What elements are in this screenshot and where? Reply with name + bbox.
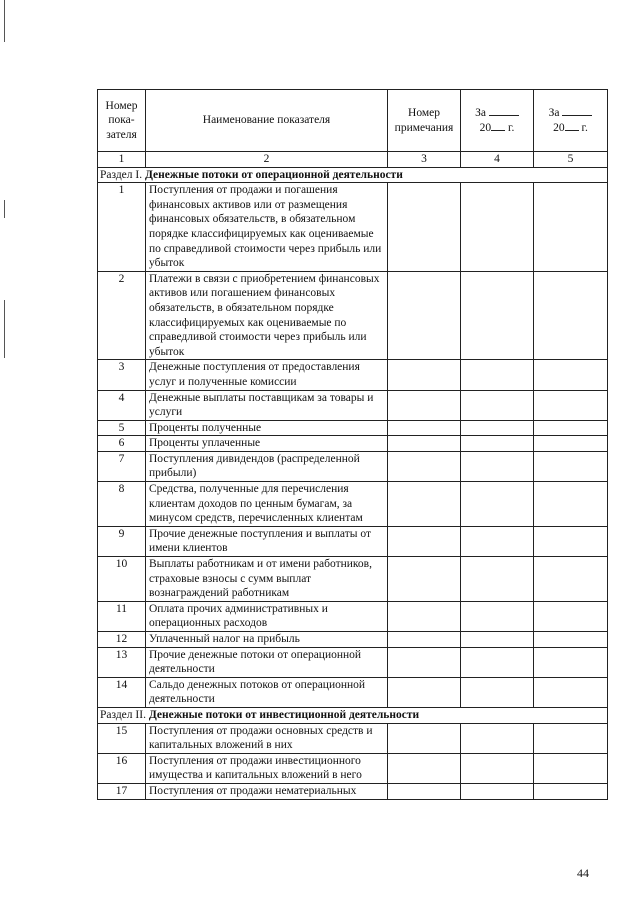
indicator-number: 4 [98, 390, 146, 420]
indicator-name: Проценты полученные [146, 420, 388, 436]
note-cell [388, 557, 461, 602]
period-1-year: 20 [479, 121, 492, 134]
note-cell [388, 783, 461, 799]
indicator-number: 17 [98, 783, 146, 799]
period-1-cell [461, 271, 534, 360]
period-2-cell [534, 783, 608, 799]
header-period-2 [534, 90, 608, 152]
period-2-cell [534, 271, 608, 360]
scan-artifact-line [4, 0, 5, 42]
period-1-suffix: г. [508, 121, 515, 134]
period-1-cell [461, 526, 534, 556]
indicator-name: Прочие денежные потоки от операционной деятельности [146, 647, 388, 677]
indicator-number: 16 [98, 753, 146, 783]
page-number: 44 [577, 866, 589, 880]
indicator-number: 3 [98, 360, 146, 390]
note-cell [388, 677, 461, 707]
scan-artifact-line [4, 200, 5, 218]
period-1-cell [461, 436, 534, 452]
header-period-1 [461, 90, 534, 152]
period-2-cell [534, 436, 608, 452]
table-row [98, 677, 608, 707]
period-2-cell [534, 723, 608, 753]
column-number: 5 [534, 152, 608, 168]
indicator-name: Поступления дивидендов (распределенной прибыли) [146, 451, 388, 481]
table-row [98, 183, 608, 272]
indicator-name: Поступления от продажи нематериальных [146, 783, 388, 799]
column-number: 2 [146, 152, 388, 168]
period-2-cell [534, 526, 608, 556]
period-2-cell [534, 632, 608, 648]
period-1-cell [461, 647, 534, 677]
period-2-cell [534, 753, 608, 783]
table-row [98, 526, 608, 556]
table-row [98, 723, 608, 753]
indicator-name: Поступления от продажи основных средств и капитальных вложений в них [146, 723, 388, 753]
table-row [98, 390, 608, 420]
column-number-row [98, 152, 608, 168]
indicator-name: Средства, полученные для перечисления клиентам доходов по ценным бумагам, за минусом средств, перечисленных клиентам [146, 482, 388, 527]
note-cell [388, 526, 461, 556]
header-row [98, 90, 608, 152]
indicator-name: Уплаченный налог на прибыль [146, 632, 388, 648]
period-1-cell [461, 557, 534, 602]
section-prefix: Раздел I. [100, 168, 143, 181]
section-header-operating [98, 167, 608, 183]
indicator-name: Платежи в связи с приобретением финансовых активов или погашением финансовых обязательств, в обязательном порядке классифицируемых как оцениваемые по справедливой стоимости через прибыль или убыток [146, 271, 388, 360]
period-1-label: За [475, 106, 486, 119]
period-2-cell [534, 183, 608, 272]
table-row [98, 420, 608, 436]
indicator-name: Денежные выплаты поставщикам за товары и услуги [146, 390, 388, 420]
indicator-number: 15 [98, 723, 146, 753]
column-number: 3 [388, 152, 461, 168]
column-number: 1 [98, 152, 146, 168]
period-2-year: 20 [553, 121, 565, 134]
indicator-number: 14 [98, 677, 146, 707]
note-cell [388, 183, 461, 272]
table-row [98, 601, 608, 631]
note-cell [388, 436, 461, 452]
table-row [98, 783, 608, 799]
indicator-number: 5 [98, 420, 146, 436]
indicator-number: 2 [98, 271, 146, 360]
table-row [98, 557, 608, 602]
period-2-cell [534, 420, 608, 436]
note-cell [388, 451, 461, 481]
table-row [98, 436, 608, 452]
period-1-cell [461, 451, 534, 481]
table-row [98, 647, 608, 677]
indicator-number: 12 [98, 632, 146, 648]
section-prefix: Раздел II. [100, 708, 146, 721]
period-2-cell [534, 390, 608, 420]
table-row [98, 753, 608, 783]
note-cell [388, 647, 461, 677]
table-row [98, 271, 608, 360]
period-2-suffix: г. [581, 121, 588, 134]
note-cell [388, 632, 461, 648]
period-1-cell [461, 632, 534, 648]
indicator-name: Денежные поступления от предоставления услуг и полученные комиссии [146, 360, 388, 390]
table-row [98, 360, 608, 390]
section-title: Денежные потоки от инвестиционной деятельности [148, 708, 420, 721]
section-header-investing [98, 707, 608, 723]
note-cell [388, 420, 461, 436]
note-cell [388, 390, 461, 420]
indicator-number: 6 [98, 436, 146, 452]
indicator-name: Оплата прочих административных и операционных расходов [146, 601, 388, 631]
note-cell [388, 723, 461, 753]
header-indicator-name: Наименование показателя [146, 90, 388, 152]
period-2-cell [534, 360, 608, 390]
table-row [98, 482, 608, 527]
period-2-cell [534, 677, 608, 707]
period-1-cell [461, 723, 534, 753]
period-1-cell [461, 677, 534, 707]
indicator-number: 11 [98, 601, 146, 631]
note-cell [388, 753, 461, 783]
cash-flow-table [97, 89, 608, 800]
period-2-label: За [548, 106, 560, 119]
period-2-cell [534, 451, 608, 481]
period-2-cell [534, 482, 608, 527]
period-1-cell [461, 601, 534, 631]
section-title: Денежные потоки от операционной деятельности [144, 168, 403, 181]
indicator-name: Поступления от продажи инвестиционного имущества и капитальных вложений в него [146, 753, 388, 783]
period-2-cell [534, 601, 608, 631]
indicator-number: 7 [98, 451, 146, 481]
indicator-name: Проценты уплаченные [146, 436, 388, 452]
indicator-number: 13 [98, 647, 146, 677]
header-note-number: Номер примечания [388, 90, 461, 152]
indicator-name: Выплаты работникам и от имени работников, страховые взносы с сумм выплат вознаграждений работникам [146, 557, 388, 602]
note-cell [388, 482, 461, 527]
indicator-name: Сальдо денежных потоков от операционной деятельности [146, 677, 388, 707]
period-1-cell [461, 360, 534, 390]
indicator-number: 10 [98, 557, 146, 602]
indicator-number: 1 [98, 183, 146, 272]
indicator-name: Прочие денежные поступления и выплаты от имени клиентов [146, 526, 388, 556]
column-number: 4 [461, 152, 534, 168]
period-1-cell [461, 783, 534, 799]
scan-artifact-line [4, 300, 5, 358]
note-cell [388, 271, 461, 360]
header-indicator-number: Номер пока-зателя [98, 90, 146, 152]
period-2-cell [534, 647, 608, 677]
table-row [98, 451, 608, 481]
period-1-cell [461, 753, 534, 783]
note-cell [388, 601, 461, 631]
period-2-cell [534, 557, 608, 602]
period-1-cell [461, 482, 534, 527]
period-1-cell [461, 390, 534, 420]
table-row [98, 632, 608, 648]
note-cell [388, 360, 461, 390]
indicator-number: 8 [98, 482, 146, 527]
indicator-name: Поступления от продажи и погашения финансовых активов или от размещения финансовых обязательств, в обязательном порядке классифицируемых как оцениваемые по справедливой стоимости через прибыль или убыток [146, 183, 388, 272]
period-1-cell [461, 183, 534, 272]
indicator-number: 9 [98, 526, 146, 556]
period-1-cell [461, 420, 534, 436]
